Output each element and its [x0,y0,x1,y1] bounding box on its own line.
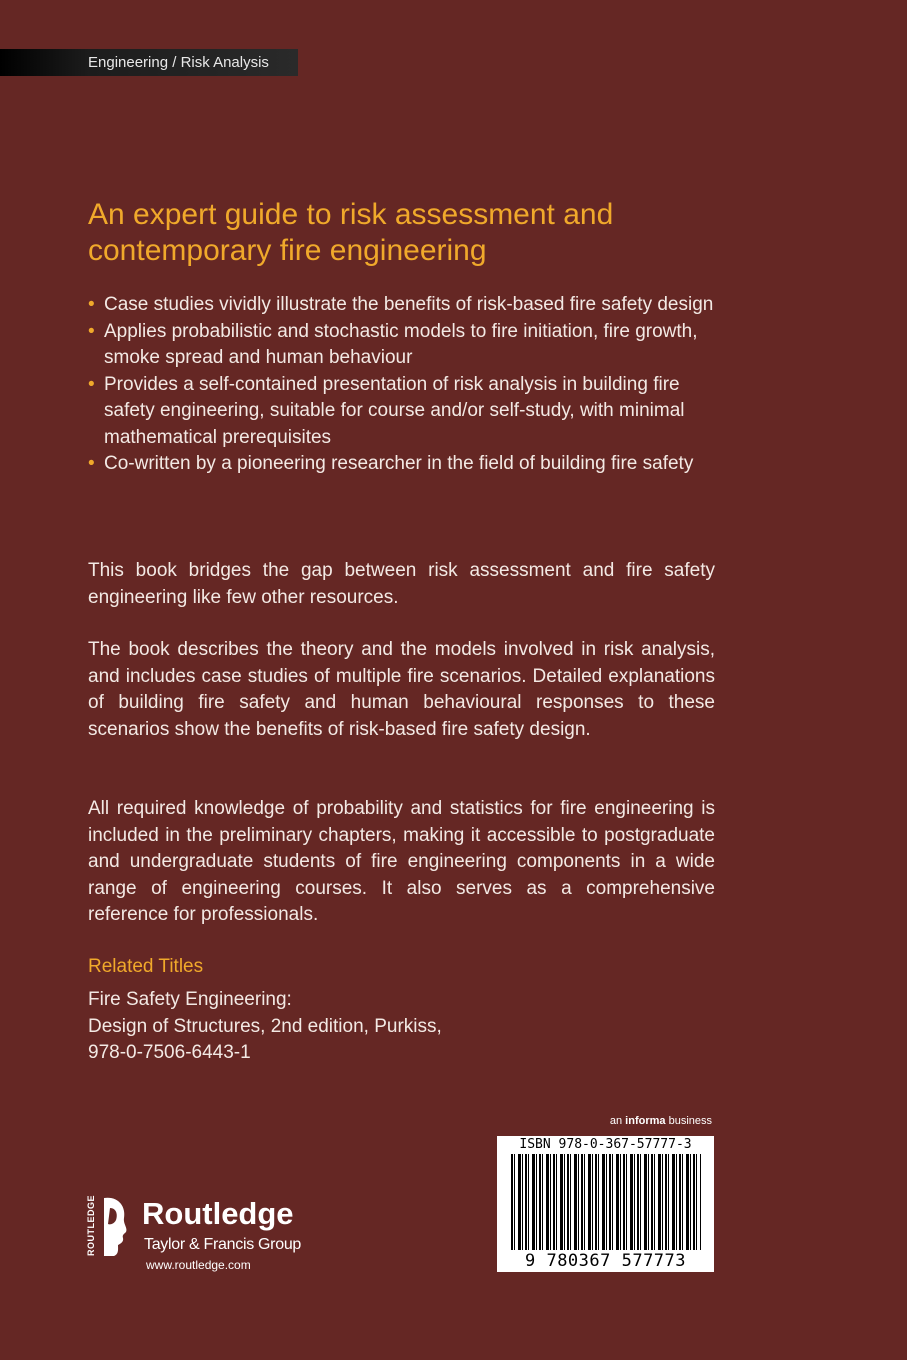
informa-prefix: an [609,1115,623,1127]
related-title-line: Fire Safety Engineering: [88,989,292,1010]
feature-bullet-list [88,292,728,478]
feature-bullet-text: Co-written by a pioneering researcher in the field of building fire safety [104,453,694,474]
publisher-name: Routledge [142,1196,294,1231]
feature-bullet-text: Applies probabilistic and stochastic models to fire initiation, fire growth, smoke spread and human behaviour [104,320,698,368]
publisher-url: www.routledge.com [146,1258,251,1272]
headline: An expert guide to risk assessment and contemporary fire engineering [88,198,614,267]
bullet-icon: • [88,373,95,395]
subject-category-band [0,49,298,76]
related-title-line: Design of Structures, 2nd edition, Purkiss, [88,1015,442,1037]
related-titles-heading: Related Titles [88,956,204,977]
barcode-bars [511,1154,701,1250]
feature-bullet [88,372,728,452]
description-paragraph-2: The book describes the theory and the models involved in risk analysis, and includes case studies of multiple fire scenarios. Detailed explanations of building fire safety and human behavioural responses to these scenarios show the benefits of risk-based fire safety design. [88,639,715,740]
publisher-group: Taylor & Francis Group [144,1236,302,1253]
subject-category-label: Engineering / Risk Analysis [88,54,269,71]
description-paragraph-1: This book bridges the gap between risk assessment and fire safety engineering like few other resources. [88,560,715,608]
routledge-vertical-wordmark: ROUTLEDGE [86,1194,96,1256]
barcode-digits: 9 780367 577773 [524,1251,687,1271]
feature-bullet-text: Case studies vividly illustrate the benefits of risk-based fire safety design [104,294,714,315]
feature-bullet [88,319,728,372]
bullet-icon: • [88,453,95,474]
isbn-label: ISBN 978-0-367-57777-3 [519,1137,692,1152]
related-title-isbn: 978-0-7506-6443-1 [88,1042,251,1063]
feature-bullet [88,292,728,319]
informa-brand: informa [625,1115,666,1127]
feature-bullet [88,451,728,478]
informa-business-label [584,1115,712,1127]
bullet-icon: • [88,294,95,315]
description-paragraph-3: All required knowledge of probability and statistics for fire engineering is included in the preliminary chapters, making it accessible to postgraduate and undergraduate students of fire engineering components in a wide range of engineering courses. It also serves as a comprehensive reference for professionals. [88,798,715,925]
related-title-entry [88,987,588,1067]
informa-suffix: business [668,1115,712,1127]
bullet-icon: • [88,320,95,342]
routledge-head-icon [88,1194,132,1258]
isbn-barcode [497,1136,714,1272]
feature-bullet-text: Provides a self-contained presentation of risk analysis in building fire safety engineering, suitable for course and/or self-study, with minimal mathematical prerequisites [104,373,685,448]
